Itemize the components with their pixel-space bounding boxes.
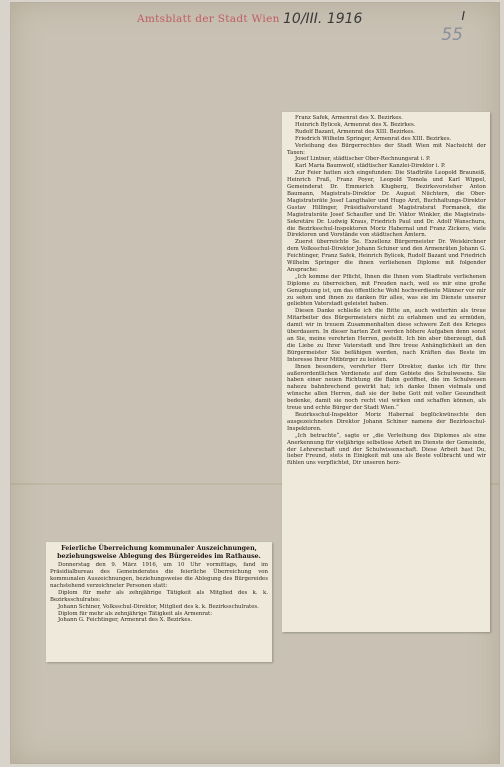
clip-paragraph: „Ich komme der Pflicht, Ihnen die Ihnen vom Stadtrate verliehenen Diplome zu überreichen, mit Freuden nach, weil es mir eine große Genugtuung ist, um das öffentliche Wohl hochverdiente Männer vor mir zu sehen und ihnen zu danken für alles, was sie im Dienste unserer geliebten Vaterstadt geleistet haben. (287, 273, 486, 308)
clip-paragraph: Franz Safek, Armenrat des X. Bezirkes. (295, 115, 403, 121)
clip-paragraph: Ihnen besonders, verehrter Herr Direktor, danke ich für Ihre außerordentlichen Verdienste auf dem Gebiete des Schulwesens. Sie haben einer neuen Richtung die Bahn geöffnet, die im Schulwesen nahezu bahnbrechend gewirkt hat; ich danke Ihnen vielmals und wünsche allen Herren, daß sie der liebe Gott mit voller Gesundheit bedenke, damit sie noch recht viel wirken und schaffen können, als treue und echte Bürger der Stadt Wien.“ (287, 363, 486, 412)
clip-paragraph: Zuerst überreichte Se. Exzellenz Bürgermeister Dr. Weiskirchner dem Volksschul-Direktor Johann Schiner und den Armenräten Johann G. Feichtinger, Franz Safek, Heinrich Bylicek, Rudolf Bazant und Friedrich Wilhelm Springer die ihnen verliehenen Diplome mit folgender Ansprache: (287, 239, 486, 273)
clip-paragraph: „Ich betrachte“, sagte er „die Verleihung des Diplomes als eine Anerkennung für vieljährige selbstlose Arbeit im Dienste der Gemeinde, der Lehrerschaft und der Schulwissenschaft. Diese Arbeit hast Du, lieber Freund, stets in Einigkeit mit uns als Beste vollbracht und wir fühlen uns verpflichtet, Dir unseren herz- (287, 432, 486, 467)
clip-paragraph: Diplom für mehr als zehnjährige Tätigkeit als Armenrat: (58, 610, 213, 617)
page-number: 55 (441, 25, 463, 45)
clip-paragraph: Verleihung des Bürgerrechtes der Stadt Wien mit Nachsicht der Taxen: (287, 142, 486, 156)
clip-paragraph: Josef Lintner, städtischer Ober-Rechnungsrat i. P. (295, 156, 431, 163)
clip-paragraph: Rudolf Bazant, Armenrat des XIII. Bezirkes. (295, 128, 415, 135)
handwritten-date: 10/III. 1916 (283, 11, 363, 27)
archive-stamp: Amtsblatt der Stadt Wien (137, 13, 280, 25)
clip-paragraph: Heinrich Bylicek, Armenrat des X. Bezirkes. (295, 121, 416, 128)
newspaper-clipping-left (46, 542, 272, 662)
clip-paragraph: Bezirksschul-Inspektor Moriz Habernal beglückwünschte den ausgezeichneten Direktor Johann Schiner namens der Bezirksschul-Inspektoren. (287, 411, 486, 432)
clip-paragraph: Johann G. Feichtinger, Armenrat des X. Bezirkes. (58, 617, 193, 624)
clip-paragraph: Diesen Danke schließe ich die Bitte an, auch weiterhin als treue Mitarbeiter des Bürgermeisters nicht zu erlahmen und zu ermüden, damit wir in treuem Zusammenhalten diese schwere Zeit des Krieges überdauern. In dieser harten Zeit werden höhere Aufgaben denn sonst an Sie, meine verehrten Herren, gestellt. Ich bin aber überzeugt, daß die Liebe zu Ihrer Vaterstadt und Ihre treue Anhänglichkeit an den Bürgermeister Sie befähigen werden, nach Kräften das Beste im Interesse Ihrer Mitbürger zu leisten. (287, 308, 486, 363)
newspaper-clipping-right (282, 112, 490, 632)
clip-paragraph: Donnerstag den 9. März 1916, um 10 Uhr vormittags, fand im Präsidialbureau des Gemeinderates die feierliche Überreichung von kommunalen Auszeichnungen, beziehungsweise die Ablegung des Bürgereides nachstehend verzeichneter Personen statt: (50, 562, 268, 589)
clip-paragraph: Friedrich Wilhelm Springer, Armenrat des XIII. Bezirkes. (295, 135, 452, 142)
sheet-number: I (461, 9, 465, 23)
clip-paragraph: Zur Feier hatten sich eingefunden: Die Stadträte Leopold Brauneiß, Heinrich Fraß, Franz Poyer, Leopold Tomola und Karl Wippel, Gemeinderat Dr. Emmerich Klugberg, Bezirksvorsteher Anton Baumann, Magistrats-Direktor Dr. August Nüchtern, die Ober-Magistratsräte Josef Langthaler und Hugo Arzt, Buchhaltungs-Direktor Gustav Hillinger, Präsidialvorstand Magistratsrat Formanek, die Magistratsräte Josef Schaufler und Dr. Viktor Winkler, die Magistrats-Sekretäre Dr. Ludwig Kraus, Friedrich Paul und Dr. Adolf Wanschura, die Bezirksschul-Inspektoren Moriz Habernal und Franz Zickero, viele Direktoren und Vorstände von städtischen Ämtern. (287, 170, 486, 239)
clip-paragraph: Johann Schiner, Volksschul-Direktor, Mitglied des k. k. Bezirksschulrates. (58, 603, 259, 610)
clip-paragraph: Karl Maria Baumwolf, städtischer Kanzlei-Direktor i. P. (295, 163, 446, 170)
clip-paragraph: Diplom für mehr als zehnjährige Tätigkeit als Mitglied des k. k. Bezirksschulrates: (50, 589, 268, 603)
clipping-headline: Feierliche Überreichung kommunaler Auszeichnungen, beziehungsweise Ablegung des Bürgereides im Rathause. (57, 545, 261, 560)
